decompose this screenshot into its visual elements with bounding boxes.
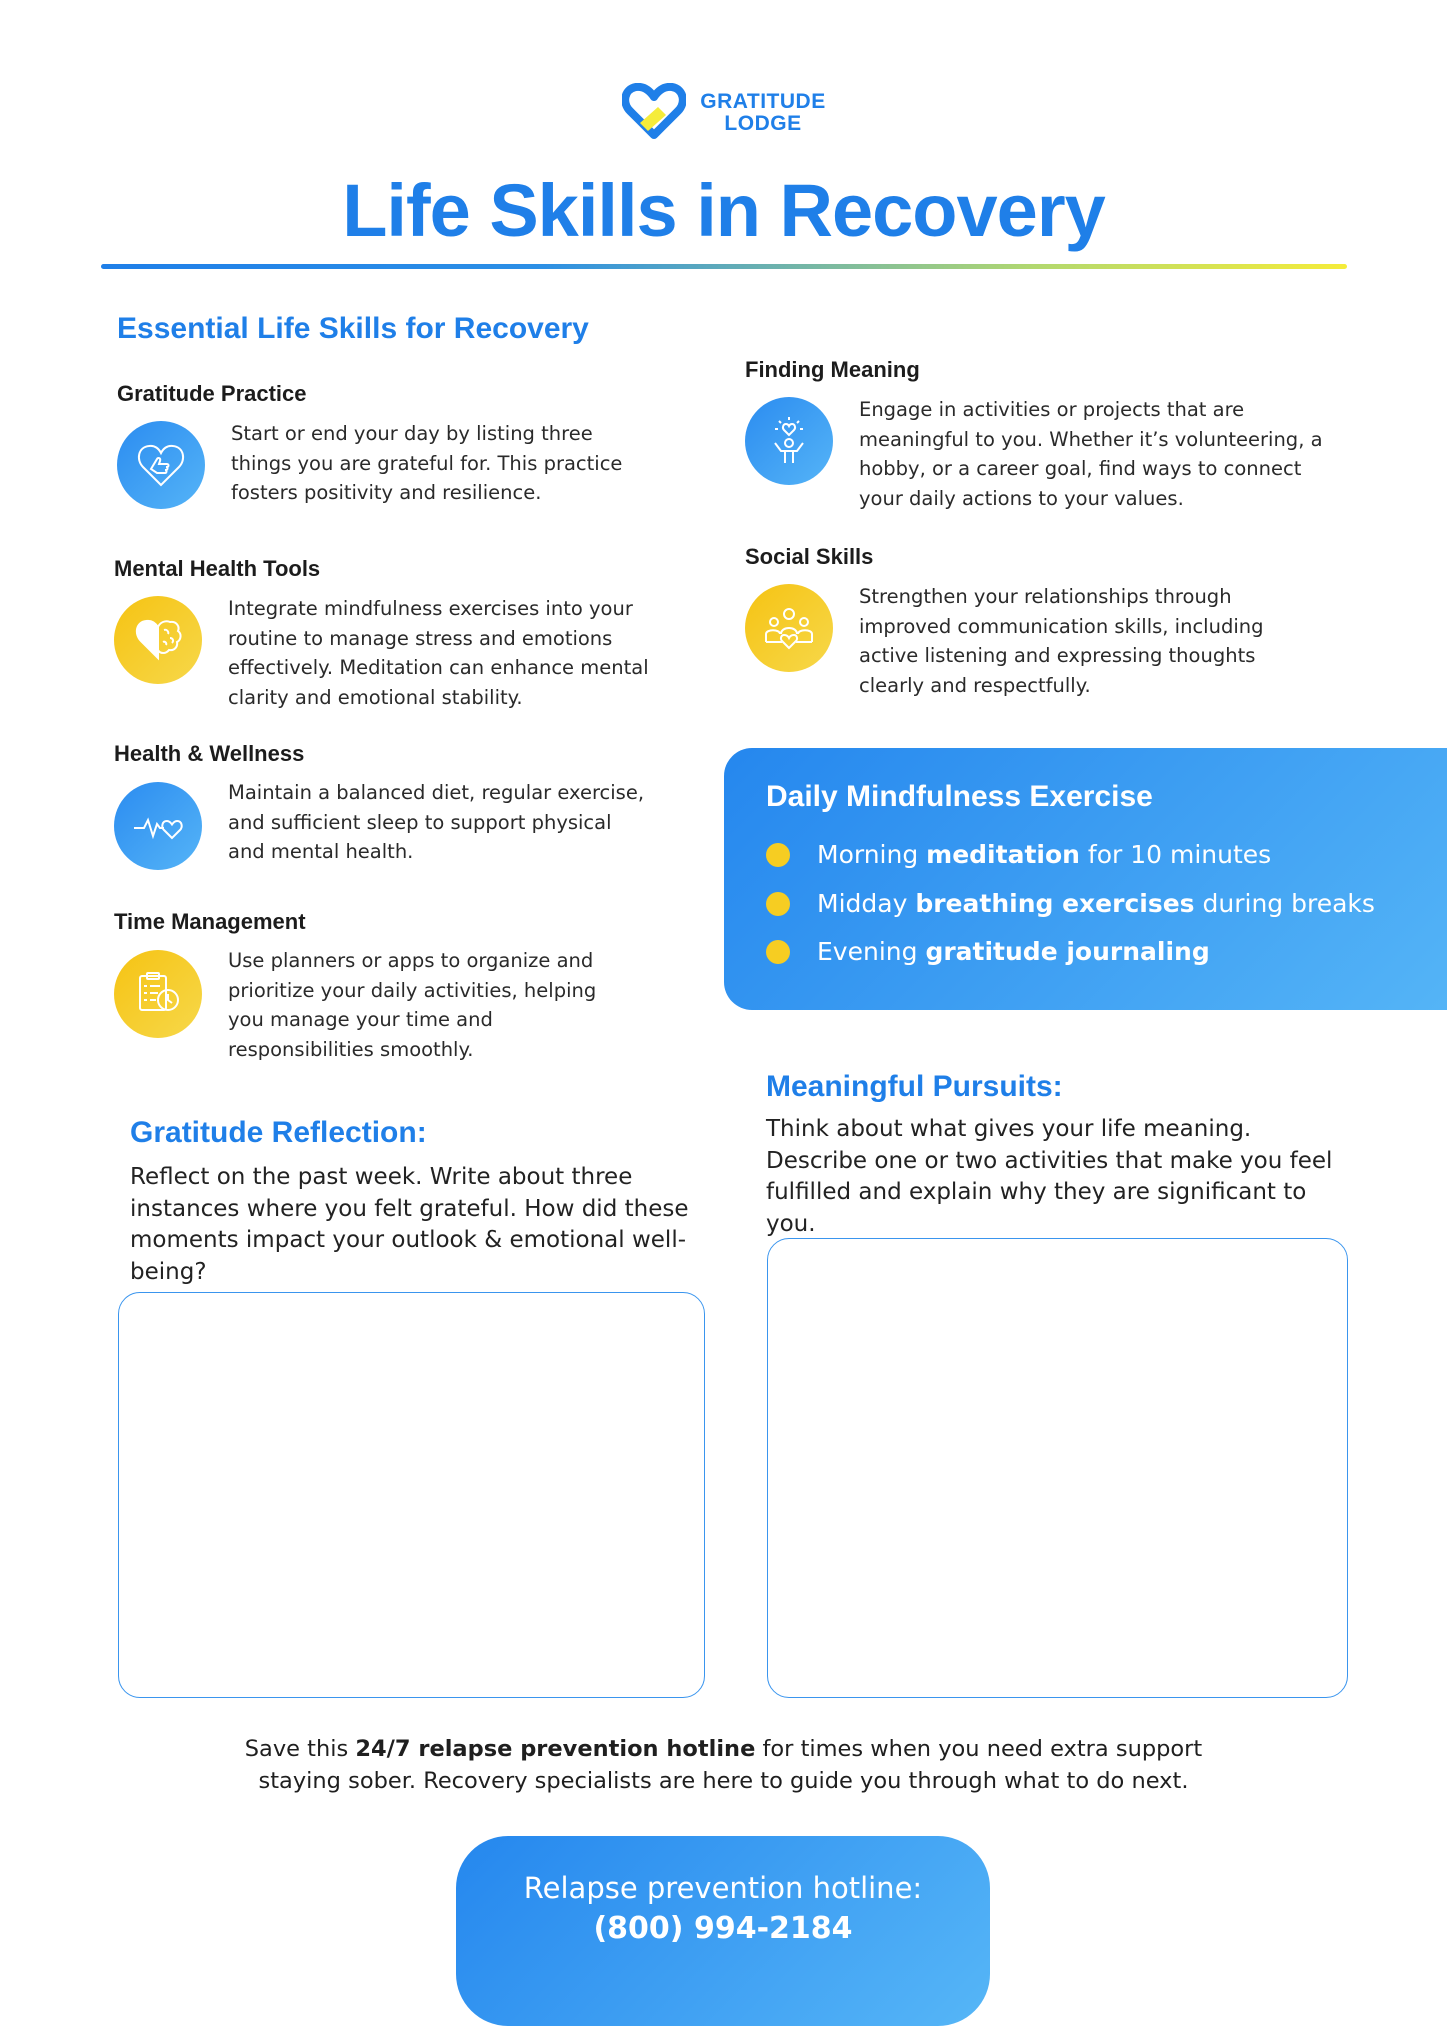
mindfulness-item (766, 937, 1210, 966)
mindfulness-item-post: during breaks (1194, 889, 1375, 918)
mindfulness-item-bold: gratitude journaling (925, 937, 1210, 966)
pursuits-heading: Meaningful Pursuits: (766, 1070, 1063, 1103)
skill-icon-mental-health (114, 596, 202, 684)
skill-desc-social: Strengthen your relationships through improved communication skills, including active listening and expressing thoughts clearly and respectfully. (859, 585, 1264, 697)
heart-logo-icon (622, 83, 686, 141)
brand-line-1: GRATITUDE (700, 90, 826, 113)
skill-title-mental-health: Mental Health Tools (114, 556, 321, 581)
skill-title-meaning: Finding Meaning (745, 357, 920, 382)
mindfulness-item (766, 840, 1271, 869)
mindfulness-item-pre: Morning (817, 840, 927, 869)
skill-title-social: Social Skills (745, 544, 874, 569)
heart-hand-icon (133, 437, 189, 493)
brand-logo (622, 83, 832, 143)
skill-desc-time: Use planners or apps to organize and prioritize your daily activities, helping you manage your time and responsibilities smoothly. (228, 949, 597, 1061)
pursuits-prompt: Think about what gives your life meaning. Describe one or two activities that make you feel fulfilled and explain why they are significant to you. (766, 1116, 1333, 1237)
heart-brain-icon (130, 612, 186, 668)
reflection-heading: Gratitude Reflection: (130, 1116, 427, 1149)
footer-bold: 24/7 relapse prevention hotline (355, 1736, 756, 1762)
clipboard-clock-icon (130, 966, 186, 1022)
skill-icon-social (745, 584, 833, 672)
pursuits-answer-box[interactable] (767, 1238, 1348, 1698)
hotline-box (456, 1836, 990, 2026)
reflection-prompt: Reflect on the past week. Write about three instances where you felt grateful. How did these moments impact your outlook & emotional well-being? (130, 1164, 689, 1285)
mindfulness-item (766, 889, 1375, 918)
skill-desc-meaning: Engage in activities or projects that are meaningful to you. Whether it’s volunteering, a hobby, or a career goal, find ways to connect your daily actions to your values. (859, 398, 1323, 510)
reflection-answer-box[interactable] (118, 1292, 705, 1698)
brand-line-2: LODGE (724, 112, 802, 135)
footer-post: for times when you need extra support staying sober. Recovery specialists are here to guide you through what to do next. (258, 1736, 1203, 1794)
skill-icon-health (114, 782, 202, 870)
bullet-dot (766, 892, 790, 916)
mindfulness-item-post: for 10 minutes (1079, 840, 1272, 869)
bullet-dot (766, 940, 790, 964)
heartbeat-icon (130, 798, 186, 854)
skill-desc-gratitude: Start or end your day by listing three things you are grateful for. This practice fosters positivity and resilience. (231, 422, 623, 504)
mindfulness-item-bold: meditation (926, 840, 1080, 869)
page-title: Life Skills in Recovery (342, 169, 1105, 252)
hotline-number[interactable]: (800) 994-2184 (593, 1911, 853, 1946)
skill-title-gratitude: Gratitude Practice (117, 381, 307, 406)
skill-icon-meaning (745, 397, 833, 485)
bullet-dot (766, 843, 790, 867)
skill-title-health: Health & Wellness (114, 741, 305, 766)
mindfulness-item-pre: Midday (817, 889, 916, 918)
skill-desc-mental-health: Integrate mindfulness exercises into your routine to manage stress and emotions effectively. Meditation can enhance mental clarity and emotional stability. (228, 597, 649, 709)
skill-icon-time (114, 950, 202, 1038)
mindfulness-item-bold: breathing exercises (915, 889, 1195, 918)
mindfulness-card (724, 748, 1447, 1010)
skill-desc-health: Maintain a balanced diet, regular exercise, and sufficient sleep to support physical and mental health. (228, 781, 645, 863)
mindfulness-heading: Daily Mindfulness Exercise (766, 780, 1153, 813)
footer-pre: Save this (244, 1736, 356, 1762)
people-heart-icon (761, 600, 817, 656)
person-heart-icon (761, 413, 817, 469)
hotline-label: Relapse prevention hotline: (523, 1871, 923, 1905)
footer-note (0, 1734, 1447, 1797)
skill-title-time: Time Management (114, 909, 306, 934)
essential-heading: Essential Life Skills for Recovery (117, 312, 589, 345)
mindfulness-item-pre: Evening (817, 937, 926, 966)
skill-icon-gratitude (117, 421, 205, 509)
title-divider (101, 264, 1347, 269)
